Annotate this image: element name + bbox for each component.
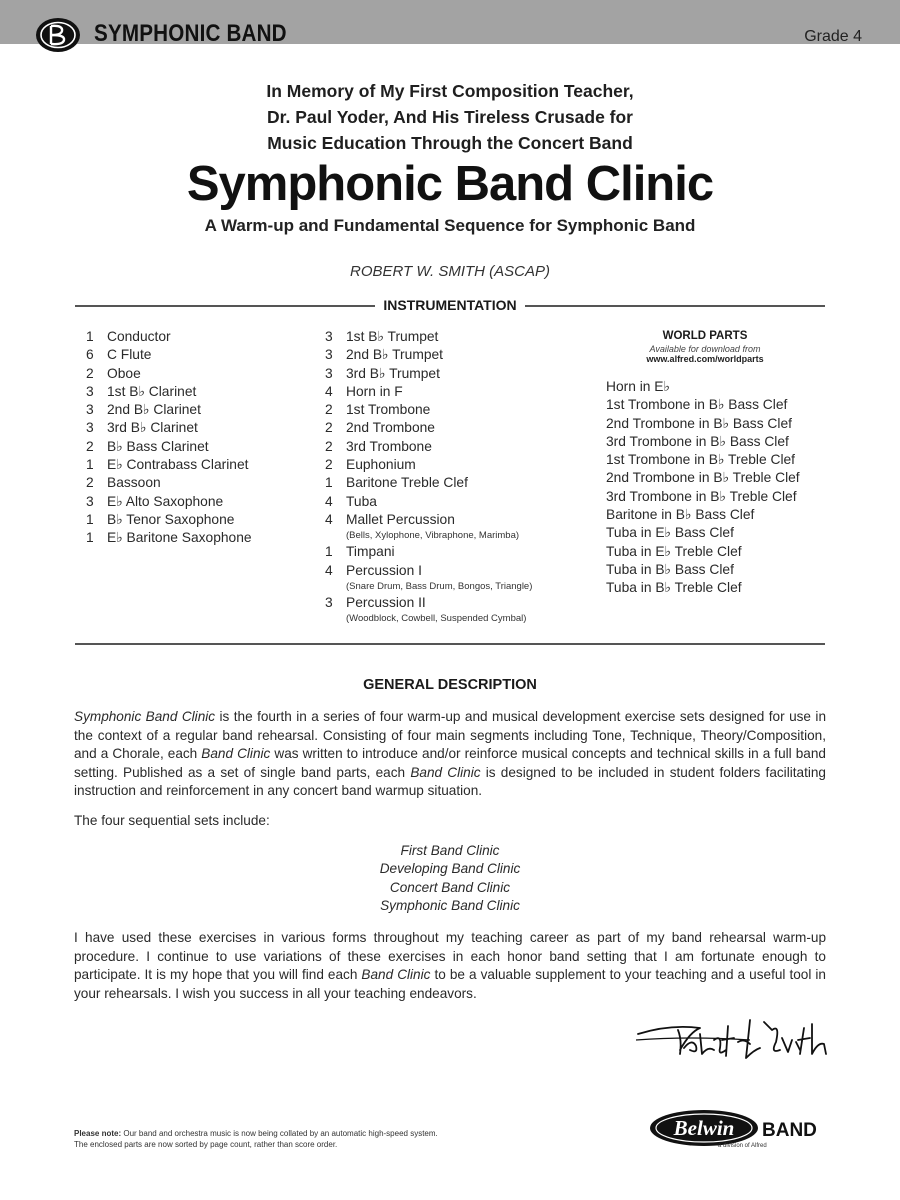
world-part-item: 3rd Trombone in B♭ Bass Clef	[606, 433, 789, 449]
instrument-quantity: 3	[86, 493, 94, 509]
instrument-quantity: 6	[86, 347, 94, 363]
world-part-item: 3rd Trombone in B♭ Treble Clef	[606, 488, 797, 504]
paragraph-text: is designed to be included in student folders facilitating instruction and reinforcement in any concert band warmup situation.	[74, 764, 826, 799]
instrument-quantity: 2	[86, 438, 94, 454]
instrument-row	[86, 346, 252, 364]
instrument-name: 1st Trombone	[346, 402, 431, 418]
description-paragraph-3	[74, 929, 826, 1003]
italic-title: Symphonic Band Clinic	[74, 709, 216, 724]
footer-note-line2: The enclosed parts are now sorted by page count, rather than score order.	[74, 1140, 338, 1149]
dedication-line: In Memory of My First Composition Teacher,	[266, 81, 634, 101]
world-part-item: Baritone in B♭ Bass Clef	[606, 507, 755, 523]
world-parts-list	[606, 378, 800, 598]
instrument-quantity: 3	[325, 594, 333, 610]
instrument-name: 2nd B♭ Trumpet	[346, 347, 444, 363]
instrument-row	[325, 543, 532, 561]
instrumentation-heading	[0, 297, 900, 313]
instrument-row	[325, 594, 532, 612]
instrument-name: 3rd B♭ Clarinet	[107, 420, 198, 436]
composer: ROBERT W. SMITH (ASCAP)	[349, 263, 550, 280]
instrument-quantity: 1	[86, 511, 94, 527]
instrument-quantity: 1	[86, 457, 94, 473]
description-paragraph-2: The four sequential sets include:	[74, 813, 270, 828]
world-parts-title: WORLD PARTS	[662, 330, 748, 342]
world-part-item: 2nd Trombone in B♭ Bass Clef	[606, 415, 792, 431]
instrument-row	[325, 383, 532, 401]
instrument-row	[325, 401, 532, 419]
world-part-item: 1st Trombone in B♭ Treble Clef	[606, 452, 796, 468]
sets-list	[0, 842, 900, 916]
instrument-quantity: 1	[325, 544, 333, 560]
world-part-item: 2nd Trombone in B♭ Treble Clef	[606, 470, 800, 486]
instrument-quantity: 2	[325, 457, 333, 473]
instrument-name: B♭ Bass Clarinet	[107, 438, 209, 454]
series-logo	[34, 16, 82, 54]
world-part-item: 1st Trombone in B♭ Bass Clef	[606, 397, 788, 413]
instrument-name: Timpani	[346, 544, 395, 560]
paragraph-text: is the fourth in a series of four warm-up and musical development exercise sets designed for use in the context of a regular band rehearsal. Consisting of four main segments including Tone, Technique, Theory/Composition, and a Chorale, each	[74, 709, 827, 762]
world-part-item: Tuba in E♭ Treble Clef	[606, 543, 742, 559]
dedication	[0, 78, 900, 156]
instrument-quantity: 4	[325, 383, 333, 399]
instrument-name: Conductor	[107, 329, 171, 344]
instrument-row	[325, 438, 532, 456]
instrument-quantity: 2	[86, 475, 94, 491]
instrument-name: Euphonium	[346, 457, 416, 473]
instrument-quantity: 3	[86, 402, 94, 418]
footer-note-text: Our band and orchestra music is now being collated by an automatic high-speed system.	[121, 1129, 438, 1138]
world-part-item: Tuba in E♭ Bass Clef	[606, 525, 734, 541]
world-part-item: Tuba in B♭ Treble Clef	[606, 580, 742, 596]
world-parts-note: Available for download from	[649, 344, 761, 354]
instrument-name: Oboe	[107, 365, 141, 381]
instrument-quantity: 4	[325, 562, 333, 578]
description-heading: GENERAL DESCRIPTION	[363, 677, 537, 693]
instrument-quantity: 2	[325, 420, 333, 436]
publisher-division: a division of Alfred	[718, 1143, 767, 1149]
instrument-row	[325, 456, 532, 474]
publisher-name: Belwin	[673, 1116, 735, 1140]
instrument-quantity: 2	[325, 438, 333, 454]
series-title: SYMPHONIC BAND	[94, 20, 287, 47]
instrument-row	[86, 474, 252, 492]
world-part-item: Horn in E♭	[606, 379, 671, 394]
instrument-row	[325, 511, 532, 529]
instrument-quantity: 3	[325, 329, 333, 344]
set-item: Developing Band Clinic	[379, 861, 521, 877]
instrument-row	[325, 419, 532, 437]
description-paragraph-1	[74, 708, 826, 801]
world-parts-heading	[605, 330, 805, 364]
instrument-row	[325, 562, 532, 580]
instrument-detail: (Woodblock, Cowbell, Suspended Cymbal)	[346, 613, 527, 625]
dedication-line: Dr. Paul Yoder, And His Tireless Crusade for	[266, 107, 633, 127]
subtitle: A Warm-up and Fundamental Sequence for Symphonic Band	[204, 216, 696, 235]
instrument-name: 1st B♭ Trumpet	[346, 329, 439, 344]
instrument-name: Percussion II	[346, 594, 426, 610]
instrument-name: 2nd B♭ Clarinet	[107, 402, 201, 418]
instrument-quantity: 3	[325, 347, 333, 363]
instrument-name: Tuba	[346, 493, 377, 509]
instrument-row	[325, 493, 532, 511]
instrument-quantity: 1	[86, 329, 94, 344]
paragraph-text: to be a valuable supplement to your teaching and a useful tool in your rehearsals. I wish you success in all your teaching endeavors.	[74, 967, 826, 1001]
instrument-name: 3rd Trombone	[346, 438, 432, 454]
signature-image	[630, 1010, 835, 1070]
instrument-detail: (Bells, Xylophone, Vibraphone, Marimba)	[346, 530, 520, 542]
footer-note	[74, 1128, 438, 1150]
instrument-row	[86, 328, 252, 346]
instrument-name: E♭ Baritone Saxophone	[107, 530, 252, 546]
dedication-line: Music Education Through the Concert Band	[267, 133, 633, 153]
instrument-name: E♭ Contrabass Clarinet	[107, 457, 249, 473]
instrument-row	[86, 365, 252, 383]
instrument-row	[86, 456, 252, 474]
instrument-name: 3rd B♭ Trumpet	[346, 365, 440, 381]
belwin-logo	[648, 1108, 760, 1148]
set-item: First Band Clinic	[400, 843, 500, 858]
instrument-name: C Flute	[107, 347, 152, 363]
instrument-name: Percussion I	[346, 562, 422, 578]
footer-note-label: Please note:	[74, 1129, 122, 1138]
world-parts-url[interactable]: www.alfred.com/worldparts	[646, 354, 764, 364]
set-item: Symphonic Band Clinic	[380, 898, 520, 914]
instrument-column-2	[325, 328, 532, 626]
instrument-row	[86, 493, 252, 511]
instrument-quantity: 3	[325, 365, 333, 381]
instrument-row	[86, 438, 252, 456]
publisher-logo	[648, 1108, 838, 1152]
instrument-name: B♭ Tenor Saxophone	[107, 511, 235, 527]
instrument-row	[86, 419, 252, 437]
paragraph-text: I have used these exercises in various forms throughout my teaching career as part of my band rehearsal warm-up procedure. I continue to use variations of these exercises in each honor band setting that I am fortunate enough to participate. It is my hope that you will find each	[74, 930, 826, 983]
italic-title: Band Clinic	[361, 967, 431, 983]
instrument-row	[86, 529, 252, 547]
instrument-quantity: 3	[86, 383, 94, 399]
instrument-row	[325, 474, 532, 492]
instrument-quantity: 2	[325, 402, 333, 418]
instrument-quantity: 4	[325, 511, 333, 527]
instrument-name: 1st B♭ Clarinet	[107, 383, 197, 399]
italic-title: Band Clinic	[410, 764, 481, 780]
instrument-quantity: 1	[86, 530, 94, 546]
instrument-row	[86, 511, 252, 529]
instrument-row	[86, 401, 252, 419]
world-part-item: Tuba in B♭ Bass Clef	[606, 561, 734, 577]
instrument-quantity: 2	[86, 365, 94, 381]
instrument-name: Baritone Treble Clef	[346, 475, 468, 491]
instrument-quantity: 1	[325, 475, 333, 491]
instrument-name: 2nd Trombone	[346, 420, 435, 436]
instrument-row	[325, 328, 532, 346]
grade-label: Grade 4	[804, 28, 862, 45]
instrument-row	[325, 346, 532, 364]
instrument-detail: (Snare Drum, Bass Drum, Bongos, Triangle)	[346, 580, 533, 592]
instrument-row	[325, 365, 532, 383]
publisher-band: BAND	[762, 1120, 817, 1141]
italic-title: Band Clinic	[201, 746, 271, 762]
instrumentation-heading-text: INSTRUMENTATION	[375, 297, 524, 313]
instrument-name: Horn in F	[346, 383, 403, 399]
paragraph-text: was written to introduce and/or reinforce musical concepts and technical skills in a full band setting. Published as a set of single band parts, each	[74, 746, 826, 780]
page-title: Symphonic Band Clinic	[186, 157, 714, 211]
instrument-quantity: 3	[86, 420, 94, 436]
instrument-name: E♭ Alto Saxophone	[107, 493, 224, 509]
instrument-row	[86, 383, 252, 401]
instrument-name: Mallet Percussion	[346, 511, 455, 527]
instrument-column-1	[86, 328, 252, 548]
section-divider	[75, 643, 825, 645]
instrument-name: Bassoon	[107, 475, 161, 491]
instrument-quantity: 4	[325, 493, 333, 509]
set-item: Concert Band Clinic	[389, 879, 511, 895]
